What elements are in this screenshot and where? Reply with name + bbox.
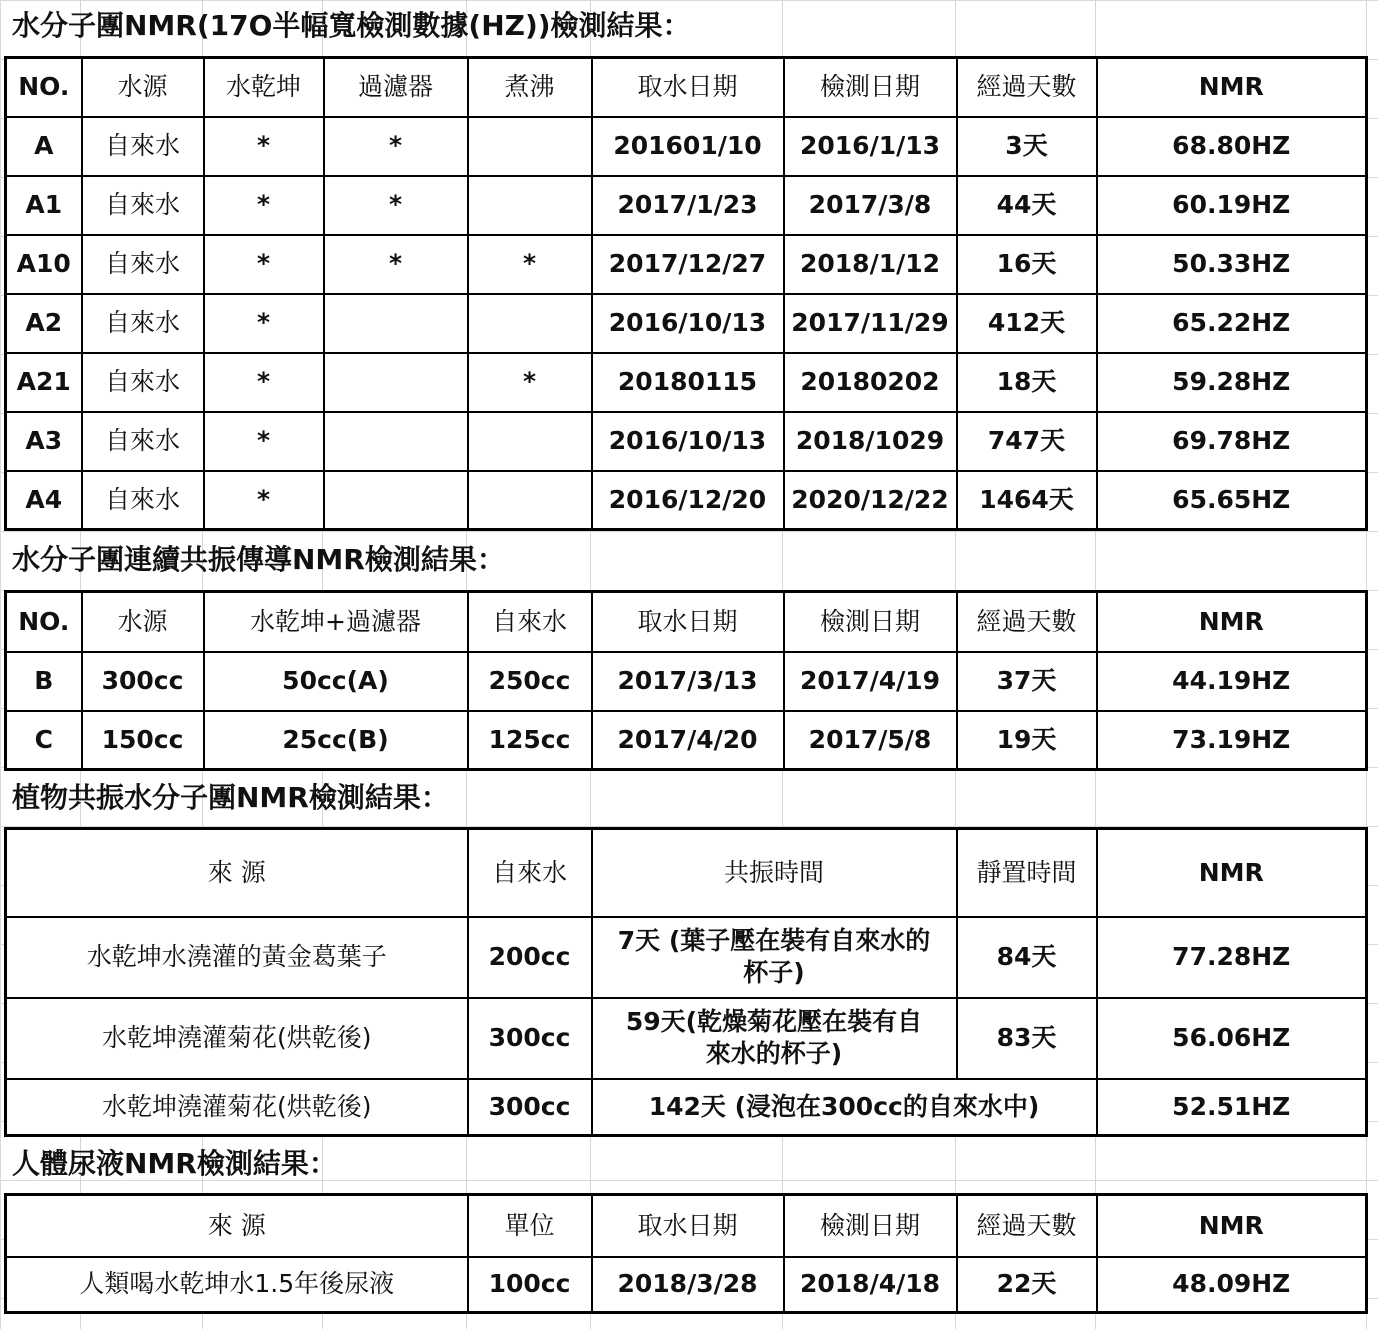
table-row: [6, 353, 1367, 412]
table-row: [6, 117, 1367, 176]
cell-source: 人類喝水乾坤水1.5年後尿液: [6, 1257, 468, 1313]
cell-source: 自來水: [82, 471, 204, 530]
cell-boil: [468, 176, 592, 235]
table-row: [6, 1257, 1367, 1313]
cell-no: A1: [6, 176, 82, 235]
table-row: [6, 176, 1367, 235]
cell-filter: *: [324, 176, 468, 235]
cell-nmr: 60.19HZ: [1097, 176, 1367, 235]
cell-boil: [468, 117, 592, 176]
cell-shuiqiankun: *: [204, 294, 324, 353]
cell-test-date: 2017/3/8: [784, 176, 957, 235]
header-cell: NMR: [1097, 829, 1367, 917]
cell-sample-date: 2016/10/13: [592, 412, 784, 471]
cell-days: 412天: [957, 294, 1097, 353]
cell-test-date: 2018/1/12: [784, 235, 957, 294]
header-cell: 來 源: [6, 829, 468, 917]
cell-shuiqiankun: *: [204, 176, 324, 235]
nmr-table-3: [4, 827, 1368, 1137]
cell-shuiqiankun: *: [204, 117, 324, 176]
header-cell: 來 源: [6, 1195, 468, 1257]
cell-test-date: 2017/4/19: [784, 652, 957, 711]
cell-days: 44天: [957, 176, 1097, 235]
cell-source: 水乾坤澆灌菊花(烘乾後): [6, 998, 468, 1079]
section4-title: 人體尿液NMR檢測結果：: [12, 1147, 337, 1180]
cell-nmr: 65.65HZ: [1097, 471, 1367, 530]
cell-filter: [324, 353, 468, 412]
cell-days: 747天: [957, 412, 1097, 471]
cell-shuiqiankun-filter: 25cc(B): [204, 711, 468, 770]
cell-source: 300cc: [82, 652, 204, 711]
cell-shuiqiankun: *: [204, 471, 324, 530]
header-cell: 水源: [82, 592, 204, 652]
header-cell: 取水日期: [592, 1195, 784, 1257]
cell-days: 37天: [957, 652, 1097, 711]
cell-nmr: 65.22HZ: [1097, 294, 1367, 353]
cell-source: 自來水: [82, 412, 204, 471]
table-row: [6, 235, 1367, 294]
cell-boil: [468, 294, 592, 353]
cell-sample-date: 2016/12/20: [592, 471, 784, 530]
cell-nmr: 73.19HZ: [1097, 711, 1367, 770]
cell-days: 16天: [957, 235, 1097, 294]
cell-shuiqiankun: *: [204, 412, 324, 471]
cell-nmr: 69.78HZ: [1097, 412, 1367, 471]
cell-sample-date: 201601/10: [592, 117, 784, 176]
table-row: [6, 1079, 1367, 1136]
cell-source: 水乾坤澆灌菊花(烘乾後): [6, 1079, 468, 1136]
cell-tapwater: 125cc: [468, 711, 592, 770]
cell-no: A: [6, 117, 82, 176]
cell-boil: *: [468, 353, 592, 412]
header-cell: NMR: [1097, 592, 1367, 652]
cell-filter: [324, 294, 468, 353]
table-row: [6, 652, 1367, 711]
header-cell: 檢測日期: [784, 58, 957, 117]
cell-nmr: 48.09HZ: [1097, 1257, 1367, 1313]
cell-no: A10: [6, 235, 82, 294]
cell-no: A3: [6, 412, 82, 471]
nmr-table-2: [4, 590, 1368, 771]
cell-shuiqiankun: *: [204, 353, 324, 412]
table-header-row: [6, 829, 1367, 917]
header-cell: 自來水: [468, 829, 592, 917]
table-row: [6, 294, 1367, 353]
cell-boil: [468, 471, 592, 530]
cell-no: C: [6, 711, 82, 770]
cell-test-date: 2018/4/18: [784, 1257, 957, 1313]
cell-shuiqiankun-filter: 50cc(A): [204, 652, 468, 711]
header-cell: NMR: [1097, 58, 1367, 117]
section2-title: 水分子團連續共振傳導NMR檢測結果：: [12, 543, 505, 576]
cell-days: 1464天: [957, 471, 1097, 530]
cell-filter: *: [324, 235, 468, 294]
header-cell: 經過天數: [957, 1195, 1097, 1257]
cell-nmr: 56.06HZ: [1097, 998, 1367, 1079]
cell-rest-time: 83天: [957, 998, 1097, 1079]
header-cell: 自來水: [468, 592, 592, 652]
table-row: [6, 711, 1367, 770]
header-cell: 煮沸: [468, 58, 592, 117]
cell-rest-time: 84天: [957, 917, 1097, 998]
nmr-table-4: [4, 1193, 1368, 1314]
cell-filter: [324, 471, 468, 530]
header-cell: 靜置時間: [957, 829, 1097, 917]
cell-test-date: 2018/1029: [784, 412, 957, 471]
section1-title: 水分子團NMR(17O半幅寬檢測數據(HZ))檢測結果：: [12, 9, 691, 42]
header-cell: 單位: [468, 1195, 592, 1257]
table-header-row: [6, 1195, 1367, 1257]
cell-no: A4: [6, 471, 82, 530]
cell-boil: [468, 412, 592, 471]
header-cell: 水乾坤: [204, 58, 324, 117]
cell-test-date: 2016/1/13: [784, 117, 957, 176]
cell-resonance-time: 7天 (葉子壓在裝有自來水的杯子): [592, 917, 957, 998]
cell-unit: 100cc: [468, 1257, 592, 1313]
cell-nmr: 59.28HZ: [1097, 353, 1367, 412]
header-cell: 檢測日期: [784, 1195, 957, 1257]
cell-source: 自來水: [82, 294, 204, 353]
cell-source: 水乾坤水澆灌的黃金葛葉子: [6, 917, 468, 998]
cell-filter: *: [324, 117, 468, 176]
header-cell: 經過天數: [957, 58, 1097, 117]
nmr-table-1: [4, 56, 1368, 531]
cell-filter: [324, 412, 468, 471]
header-cell: 檢測日期: [784, 592, 957, 652]
cell-resonance-time: 59天(乾燥菊花壓在裝有自來水的杯子): [592, 998, 957, 1079]
cell-sample-date: 2017/3/13: [592, 652, 784, 711]
cell-no: A2: [6, 294, 82, 353]
table-row: [6, 998, 1367, 1079]
cell-source: 150cc: [82, 711, 204, 770]
cell-tapwater: 300cc: [468, 998, 592, 1079]
cell-test-date: 20180202: [784, 353, 957, 412]
cell-resonance-time: 142天 (浸泡在300cc的自來水中): [592, 1079, 1097, 1136]
table-row: [6, 471, 1367, 530]
header-cell: 共振時間: [592, 829, 957, 917]
table-header-row: [6, 58, 1367, 117]
cell-nmr: 52.51HZ: [1097, 1079, 1367, 1136]
section3-title: 植物共振水分子團NMR檢測結果：: [12, 781, 449, 814]
cell-test-date: 2020/12/22: [784, 471, 957, 530]
cell-shuiqiankun: *: [204, 235, 324, 294]
header-cell: 水乾坤+過濾器: [204, 592, 468, 652]
table-header-row: [6, 592, 1367, 652]
header-cell: NO.: [6, 58, 82, 117]
cell-source: 自來水: [82, 235, 204, 294]
cell-source: 自來水: [82, 353, 204, 412]
cell-sample-date: 2017/4/20: [592, 711, 784, 770]
header-cell: 取水日期: [592, 592, 784, 652]
cell-days: 3天: [957, 117, 1097, 176]
cell-nmr: 44.19HZ: [1097, 652, 1367, 711]
cell-nmr: 50.33HZ: [1097, 235, 1367, 294]
cell-no: A21: [6, 353, 82, 412]
header-cell: 取水日期: [592, 58, 784, 117]
cell-days: 18天: [957, 353, 1097, 412]
cell-days: 19天: [957, 711, 1097, 770]
cell-nmr: 77.28HZ: [1097, 917, 1367, 998]
cell-sample-date: 2016/10/13: [592, 294, 784, 353]
table-row: [6, 917, 1367, 998]
cell-test-date: 2017/5/8: [784, 711, 957, 770]
cell-sample-date: 2017/12/27: [592, 235, 784, 294]
header-cell: NMR: [1097, 1195, 1367, 1257]
table-row: [6, 412, 1367, 471]
header-cell: 經過天數: [957, 592, 1097, 652]
cell-tapwater: 250cc: [468, 652, 592, 711]
cell-nmr: 68.80HZ: [1097, 117, 1367, 176]
header-cell: 過濾器: [324, 58, 468, 117]
header-cell: NO.: [6, 592, 82, 652]
cell-sample-date: 2018/3/28: [592, 1257, 784, 1313]
cell-sample-date: 2017/1/23: [592, 176, 784, 235]
header-cell: 水源: [82, 58, 204, 117]
cell-source: 自來水: [82, 117, 204, 176]
cell-no: B: [6, 652, 82, 711]
cell-boil: *: [468, 235, 592, 294]
cell-tapwater: 300cc: [468, 1079, 592, 1136]
cell-days: 22天: [957, 1257, 1097, 1313]
cell-sample-date: 20180115: [592, 353, 784, 412]
cell-tapwater: 200cc: [468, 917, 592, 998]
cell-source: 自來水: [82, 176, 204, 235]
cell-test-date: 2017/11/29: [784, 294, 957, 353]
